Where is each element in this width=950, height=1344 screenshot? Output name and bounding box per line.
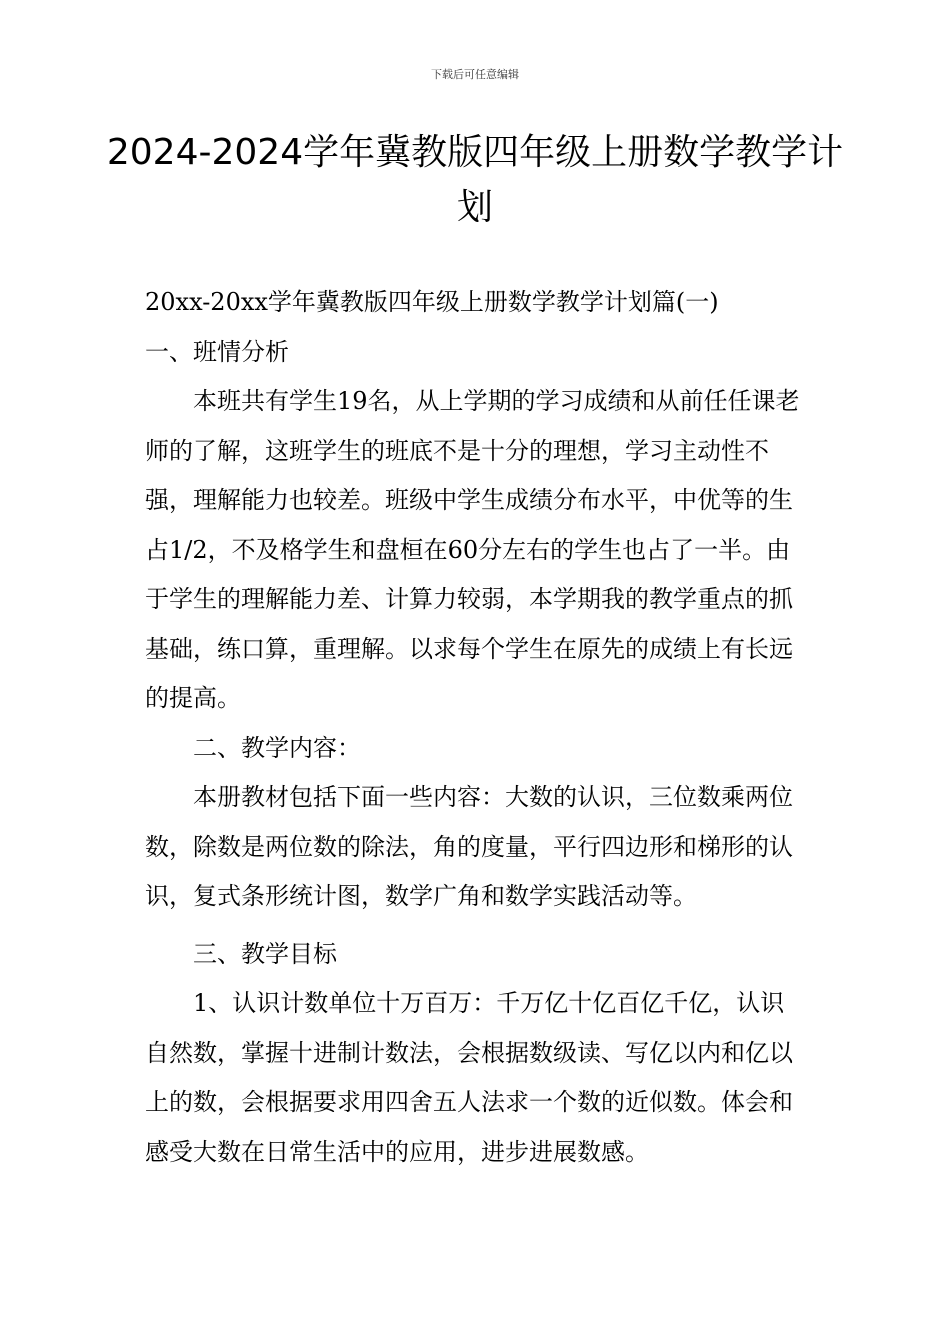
section-heading-3: 三、教学目标 (193, 939, 337, 968)
section-3-paragraph-1: 1、认识计数单位十万百万：千万亿十亿百亿千亿，认识自然数，掌握十进制计数法，会根据数级读、写亿以内和亿以上的数，会根据要求用四舍五人法求一个数的近似数。体会和感受大数在日常生活中的应用，进步进展数感。 (145, 989, 793, 1166)
document-title: 2024-2024学年冀教版四年级上册数学教学计划 (106, 132, 844, 228)
document-body (145, 278, 807, 1177)
document-subtitle: 20xx-20xx学年冀教版四年级上册数学教学计划篇(一) (145, 288, 719, 316)
section-2-paragraph-1: 本册教材包括下面一些内容：大数的认识，三位数乘两位数，除数是两位数的除法，角的度量，平行四边形和梯形的认识，复式条形统计图，数学广角和数学实践活动等。 (145, 783, 793, 910)
page-header-note: 下载后可任意编辑 (431, 68, 519, 81)
section-heading-1: 一、班情分析 (145, 337, 289, 366)
section-heading-2: 二、教学内容： (193, 733, 361, 762)
section-1-paragraph-1: 本班共有学生19名，从上学期的学习成绩和从前任任课老师的了解，这班学生的班底不是十分的理想，学习主动性不强，理解能力也较差。班级中学生成绩分布水平，中优等的生占1/2，不及格学生和盘桓在60分左右的学生也占了一半。由于学生的理解能力差、计算力较弱，本学期我的教学重点的抓基础，练口算，重理解。以求每个学生在原先的成绩上有长远的提高。 (145, 387, 800, 712)
